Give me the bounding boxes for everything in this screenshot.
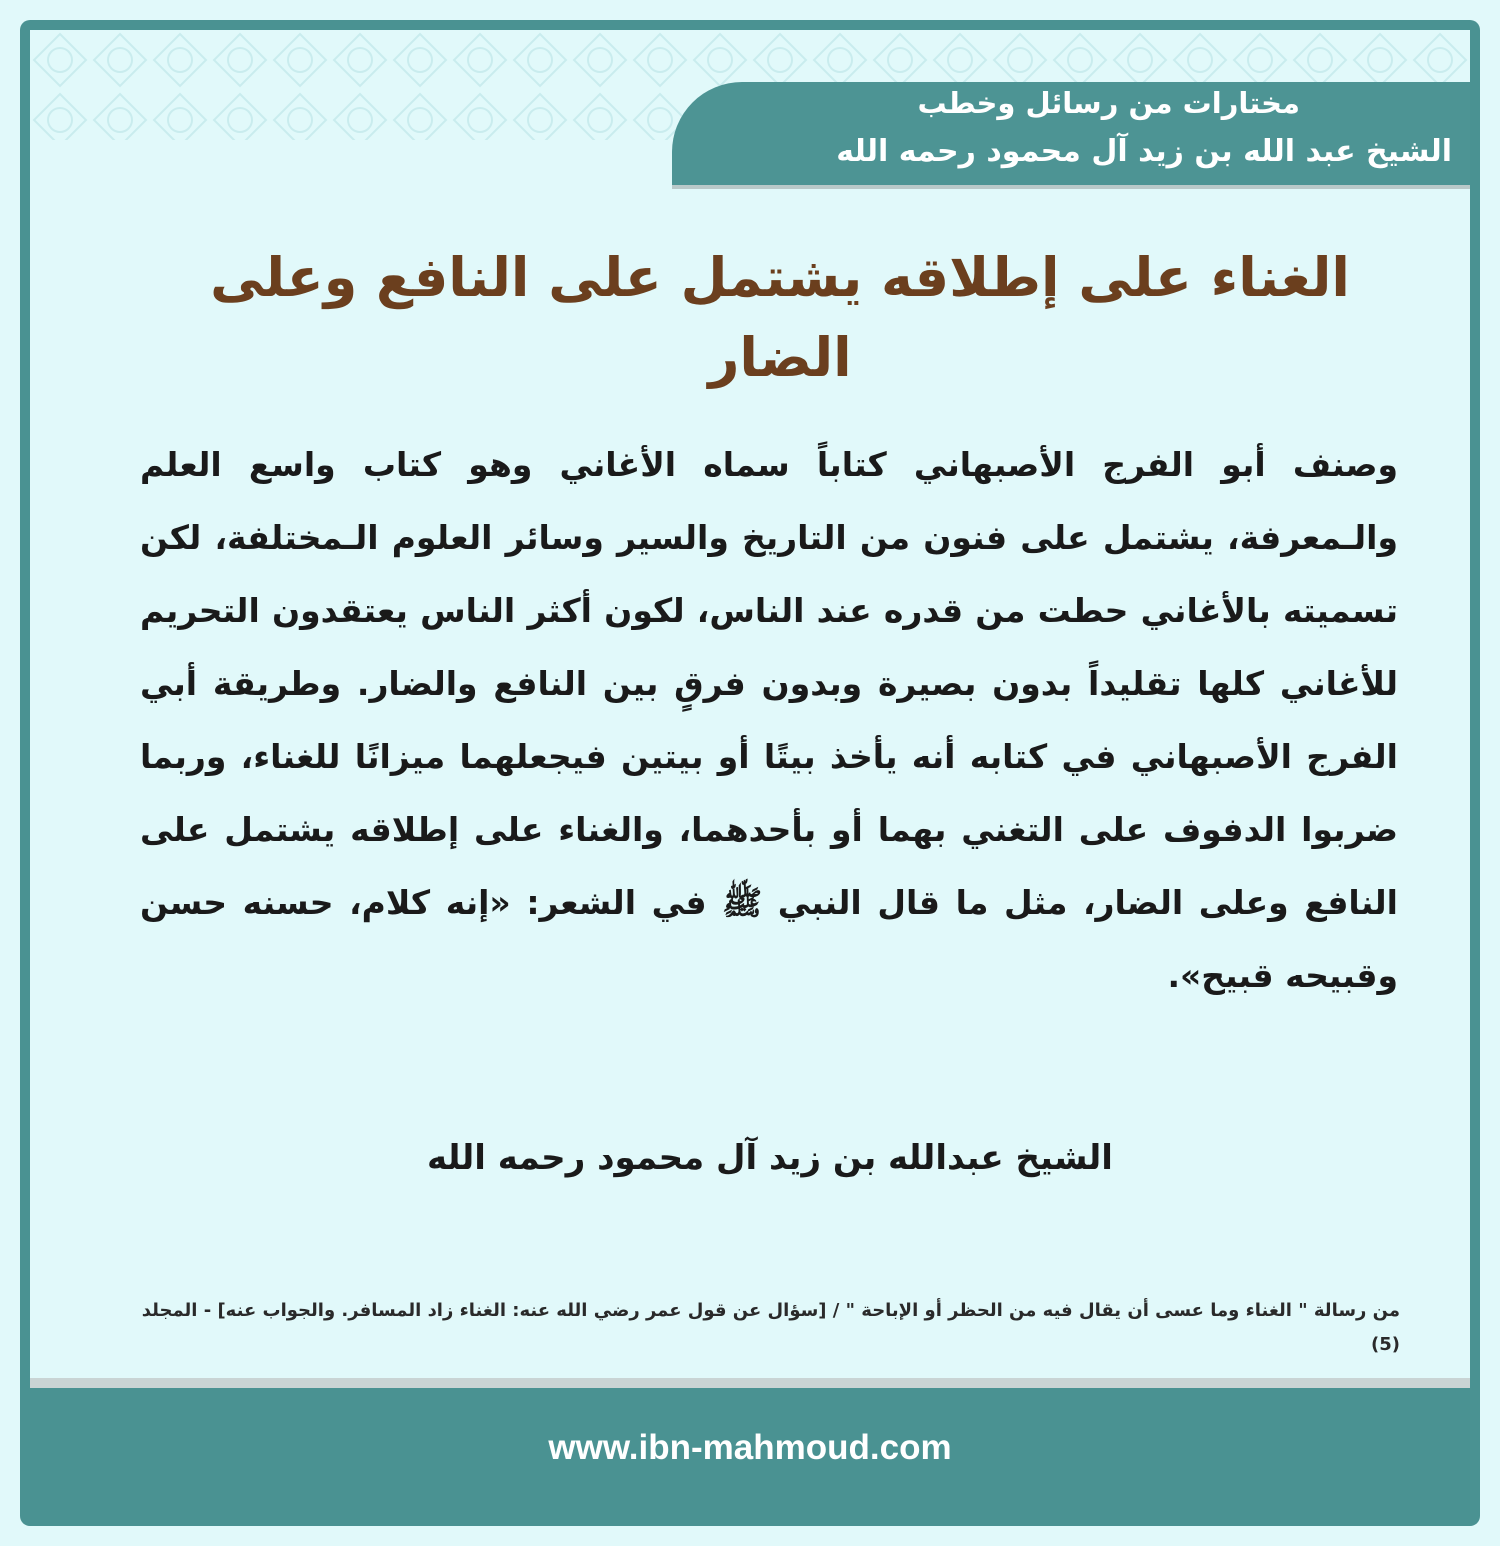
source-citation: من رسالة " الغناء وما عسى أن يقال فيه من الحظر أو الإباحة " / [سؤال عن قول عمر رضي الله عنه: الغناء زاد المسافر. والجواب عنه] - المجلد (5) (141, 1300, 1400, 1355)
website-link[interactable]: www.ibn-mahmoud.com (548, 1428, 952, 1467)
banner-subtitle: مختارات من رسائل وخطب (917, 86, 1300, 120)
banner-author: الشيخ عبد الله بن زيد آل محمود رحمه الله (836, 134, 1452, 169)
divider (30, 1378, 1470, 1388)
header-banner (672, 82, 1470, 185)
article-body: وصنف أبو الفرج الأصبهاني كتاباً سماه الأغاني وهو كتاب واسع العلم والـمعرفة، يشتمل على فنون من التاريخ والسير وسائر العلوم الـمختلفة، لكن تسميته بالأغاني حطت من قدره عند الناس، لكون أكثر الناس يعتقدون التحريم للأغاني كلها تقليداً بدون بصيرة وبدون فرقٍ بين النافع والضار. وطريقة أبي الفرج الأصبهاني في كتابه أنه يأخذ بيتًا أو بيتين فيجعلهما ميزانًا للغناء، وربما ضربوا الدفوف على التغني بهما أو بأحدهما، والغناء على إطلاقه يشتمل على النافع وعلى الضار، مثل ما قال النبي ﷺ في الشعر: «إنه كلام، حسنه حسن وقبيحه قبيح». (140, 445, 1398, 995)
page-title: الغناء على إطلاقه يشتمل على النافع وعلى الضار (210, 246, 1350, 389)
author-signature: الشيخ عبدالله بن زيد آل محمود رحمه الله (427, 1138, 1113, 1178)
card-frame (20, 20, 1480, 1526)
content-panel (30, 30, 1470, 1388)
